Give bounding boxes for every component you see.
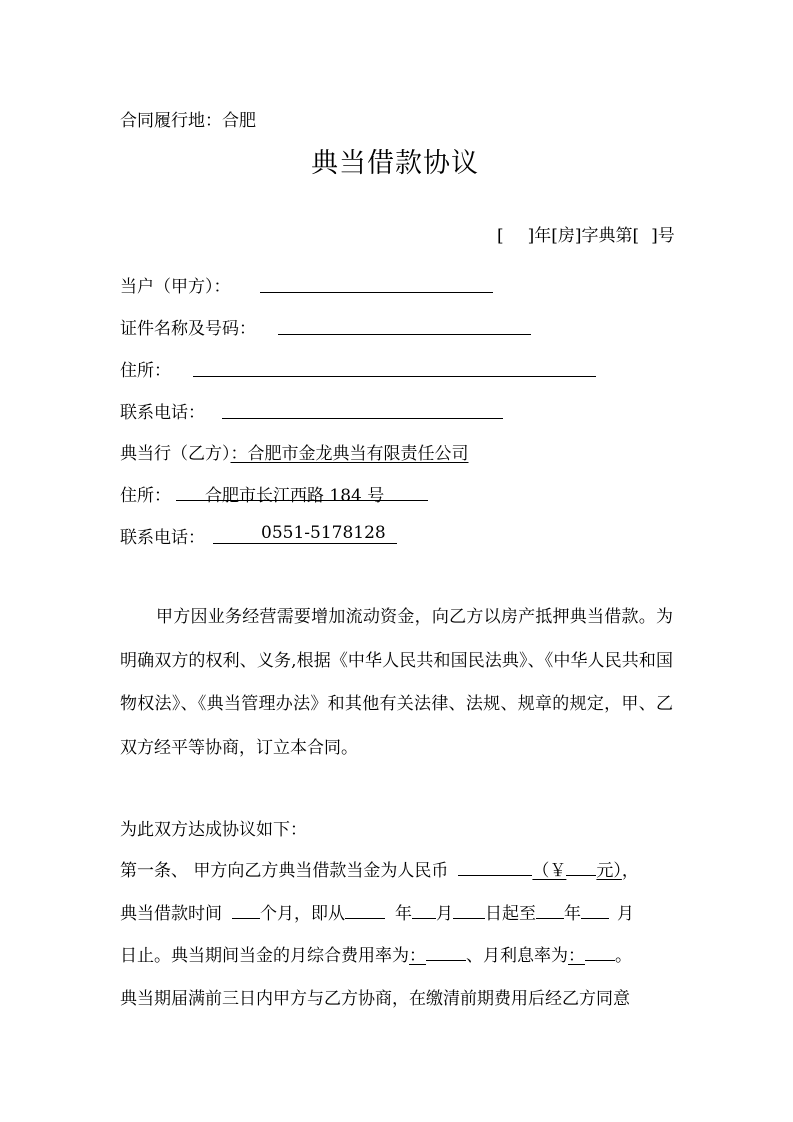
- interest-rate-end: 。: [615, 946, 632, 966]
- article1-line3: [120, 941, 632, 966]
- place-value: 合肥: [222, 111, 256, 131]
- contract-number-mid: ]年[房]字典第[: [527, 226, 640, 246]
- amount-yuan-open: （￥: [532, 861, 567, 881]
- party-b-phone-underline: [213, 543, 397, 544]
- end-month-field[interactable]: [581, 900, 609, 919]
- party-b-address-label: 住所：: [120, 486, 171, 506]
- term-months-field[interactable]: [232, 900, 260, 919]
- start-month-field[interactable]: [412, 900, 436, 919]
- party-a-name-field[interactable]: [260, 292, 493, 293]
- preamble-text: 甲方因业务经营需要增加流动资金，向乙方以房产抵押典当借款。为明确双方的权利、义务,根据《中华人民共和国民法典》、《中华人民共和国物权法》、《典当管理办法》和其他有关法律、法规、规章的规定，甲、乙双方经平等协商，订立本合同。: [120, 607, 673, 758]
- contract-number: [497, 221, 675, 246]
- amount-rmb-field[interactable]: [458, 857, 532, 876]
- start-day-field[interactable]: [453, 900, 485, 919]
- article1-amount-label: 第一条、 甲方向乙方典当借款当金为人民币: [120, 861, 449, 881]
- party-a-address-field[interactable]: [193, 376, 596, 377]
- amount-figure-field[interactable]: [566, 857, 596, 876]
- fee-rate-colon: ：: [409, 946, 426, 966]
- interest-rate-colon: ：: [568, 946, 585, 966]
- party-b-name: [120, 439, 469, 464]
- article1-line4: 典当期届满前三日内甲方与乙方协商，在缴清前期费用后经乙方同意: [120, 989, 630, 1009]
- party-a-id-label: 证件名称及号码：: [120, 319, 256, 339]
- party-b-name-label: 典当行（乙方）: [120, 444, 231, 464]
- start-month-unit: 月: [436, 904, 453, 924]
- place-label: 合同履行地：: [120, 111, 222, 131]
- party-a-address-label: 住所：: [120, 361, 171, 381]
- article1-line2: [120, 899, 634, 924]
- contract-number-close: ]号: [651, 226, 675, 246]
- term-months-from: 个月，即从: [260, 904, 345, 924]
- end-year-unit: 年: [564, 904, 581, 924]
- place-of-performance: [120, 106, 256, 131]
- agreement-intro: 为此双方达成协议如下：: [120, 820, 307, 840]
- start-year-field[interactable]: [345, 900, 385, 919]
- start-day-until: 日起至: [485, 904, 536, 924]
- party-b-name-value: ：合肥市金龙典当有限责任公司: [230, 444, 469, 464]
- interest-rate-label: 、月利息率为: [466, 946, 568, 966]
- party-b-phone-label: 联系电话：: [120, 528, 205, 548]
- party-b-address-value: 合肥市长江西路 184 号: [205, 486, 385, 506]
- fee-rate-label: 日止。典当期间当金的月综合费用率为: [120, 946, 409, 966]
- contract-number-open: [: [497, 226, 504, 246]
- end-month-unit: 月: [617, 904, 634, 924]
- end-year-field[interactable]: [536, 900, 564, 919]
- interest-rate-field[interactable]: [585, 942, 615, 961]
- party-a-phone-label: 联系电话：: [120, 403, 205, 423]
- amount-yuan-close: 元）: [596, 861, 622, 881]
- preamble-paragraph: [120, 596, 673, 770]
- party-a-name-label: 当户（甲方）：: [120, 277, 231, 297]
- start-year-unit: 年: [395, 904, 412, 924]
- document-title: 典当借款协议: [311, 148, 479, 179]
- party-b-phone-value: 0551-5178128: [261, 523, 386, 543]
- amount-comma: ，: [621, 861, 639, 881]
- fee-rate-field[interactable]: [426, 942, 466, 961]
- term-label: 典当借款时间: [120, 904, 222, 924]
- party-a-phone-field[interactable]: [222, 418, 503, 419]
- party-a-id-field[interactable]: [278, 334, 531, 335]
- article1-line1: [120, 856, 639, 881]
